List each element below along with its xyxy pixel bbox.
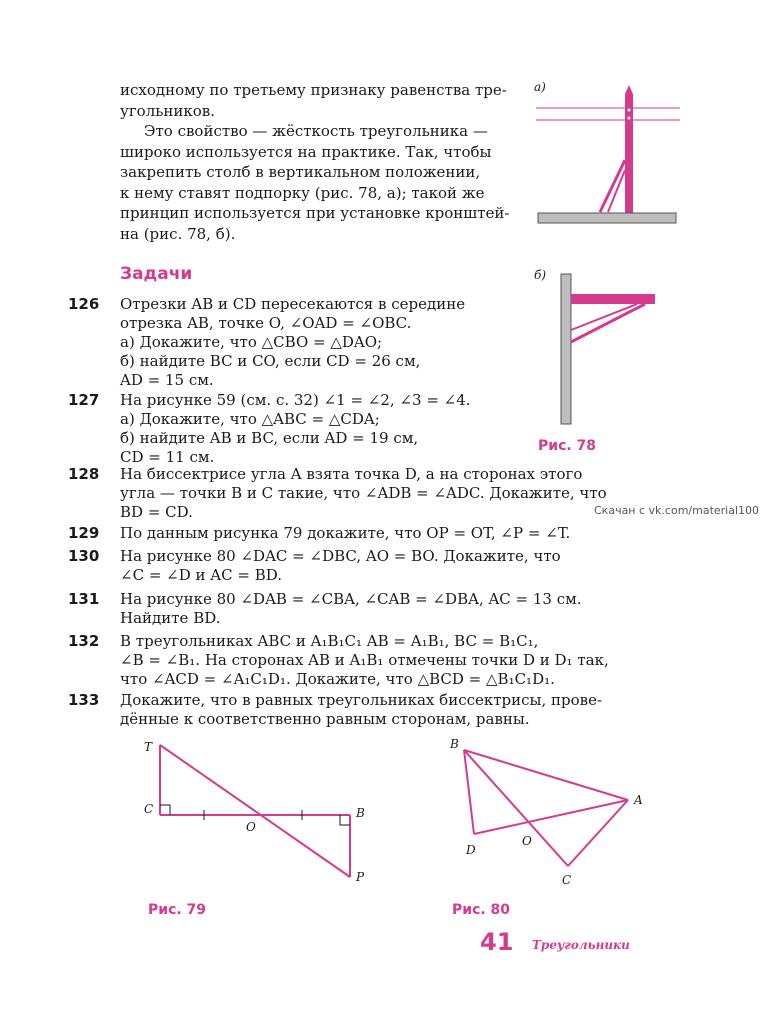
fig79-caption: Рис. 79 bbox=[148, 902, 207, 918]
fig78-caption: Рис. 78 bbox=[538, 438, 597, 454]
fig80-point-O: O bbox=[522, 834, 532, 848]
fig80-point-B: B bbox=[450, 737, 459, 751]
task-126 bbox=[68, 295, 688, 390]
task-line: На рисунке 80 ∠DAC = ∠DBC, AO = BO. Докажите, что bbox=[120, 547, 561, 565]
fig79-point-O: O bbox=[246, 820, 256, 834]
intro-line: закрепить столб в вертикальном положении, bbox=[120, 163, 481, 181]
task-line: ∠C = ∠D и AC = BD. bbox=[120, 566, 282, 584]
task-line: В треугольниках ABC и A₁B₁C₁ AB = A₁B₁, BC = B₁C₁, bbox=[120, 632, 539, 650]
task-line: Найдите BD. bbox=[120, 609, 221, 627]
task-131 bbox=[68, 590, 688, 630]
fig79-point-B: B bbox=[356, 806, 365, 820]
intro-line: исходному по третьему признаку равенства тре- bbox=[120, 81, 507, 99]
task-133 bbox=[68, 691, 688, 731]
fig80-point-D: D bbox=[466, 843, 476, 857]
fig78-label-a: а) bbox=[534, 80, 546, 94]
task-line: а) Докажите, что △CBO = △DAO; bbox=[120, 333, 383, 351]
task-line: По данным рисунка 79 докажите, что OP = OT, ∠P = ∠T. bbox=[120, 524, 571, 542]
task-line: б) найдите BC и CO, если CD = 26 см, bbox=[120, 352, 421, 370]
task-number: 128 bbox=[68, 465, 100, 483]
task-line: Докажите, что в равных треугольниках биссектрисы, прове- bbox=[120, 691, 603, 709]
task-line: б) найдите AB и BC, если AD = 19 см, bbox=[120, 429, 419, 447]
fig79-point-C: C bbox=[144, 802, 154, 816]
task-line: Отрезки AB и CD пересекаются в середине bbox=[120, 295, 466, 313]
task-number: 129 bbox=[68, 524, 100, 542]
task-number: 127 bbox=[68, 391, 100, 409]
fig78-label-b: б) bbox=[534, 268, 547, 282]
fig80-diagram bbox=[440, 732, 660, 892]
task-line: BD = CD. bbox=[120, 503, 193, 521]
intro-paragraph bbox=[120, 80, 512, 244]
task-number: 131 bbox=[68, 590, 100, 608]
task-132 bbox=[68, 632, 688, 689]
intro-line: Это свойство — жёсткость треугольника — bbox=[144, 122, 488, 140]
intro-line: принцип используется при установке кронштей- bbox=[120, 204, 510, 222]
task-line: а) Докажите, что △ABC = △CDA; bbox=[120, 410, 380, 428]
task-line: угла — точки B и C такие, что ∠ADB = ∠ADC. Докажите, что bbox=[120, 484, 607, 502]
task-line: отрезка AB, точке O, ∠OAD = ∠OBC. bbox=[120, 314, 412, 332]
intro-line: угольников. bbox=[120, 101, 216, 120]
fig78a-pole-diagram bbox=[530, 80, 690, 230]
task-line: что ∠ACD = ∠A₁C₁D₁. Докажите, что △BCD = △B₁C₁D₁. bbox=[120, 670, 555, 688]
chapter-title: Треугольники bbox=[532, 938, 630, 952]
download-credit: Скачан с vk.com/material100 bbox=[594, 504, 760, 517]
intro-line: на (рис. 78, б). bbox=[120, 224, 236, 243]
task-line: CD = 11 см. bbox=[120, 448, 215, 466]
task-129 bbox=[68, 524, 688, 544]
task-line: AD = 15 см. bbox=[120, 371, 214, 389]
fig80-point-A: A bbox=[634, 793, 643, 807]
section-title: Задачи bbox=[120, 264, 193, 284]
task-line: ∠B = ∠B₁. На сторонах AB и A₁B₁ отмечены точки D и D₁ так, bbox=[120, 651, 609, 669]
task-line: На биссектрисе угла A взята точка D, а на сторонах этого bbox=[120, 465, 583, 483]
task-line: дённые к соответственно равным сторонам, равны. bbox=[120, 710, 530, 728]
task-number: 132 bbox=[68, 632, 100, 650]
task-number: 126 bbox=[68, 295, 100, 313]
task-number: 130 bbox=[68, 547, 100, 565]
fig80-point-C: C bbox=[562, 873, 572, 887]
page-number: 41 bbox=[480, 928, 514, 956]
fig79-point-P: P bbox=[356, 870, 365, 884]
intro-line: к нему ставят подпорку (рис. 78, а); такой же bbox=[120, 183, 485, 202]
task-line: На рисунке 80 ∠DAB = ∠CBA, ∠CAB = ∠DBA, AC = 13 см. bbox=[120, 590, 582, 608]
fig79-diagram bbox=[130, 735, 370, 895]
task-number: 133 bbox=[68, 691, 100, 709]
task-line: На рисунке 59 (см. с. 32) ∠1 = ∠2, ∠3 = ∠4. bbox=[120, 391, 471, 409]
task-127 bbox=[68, 391, 688, 467]
task-130 bbox=[68, 547, 688, 587]
intro-line: широко используется на практике. Так, чтобы bbox=[120, 142, 492, 161]
fig79-point-T: T bbox=[144, 740, 153, 754]
fig80-caption: Рис. 80 bbox=[452, 902, 511, 918]
